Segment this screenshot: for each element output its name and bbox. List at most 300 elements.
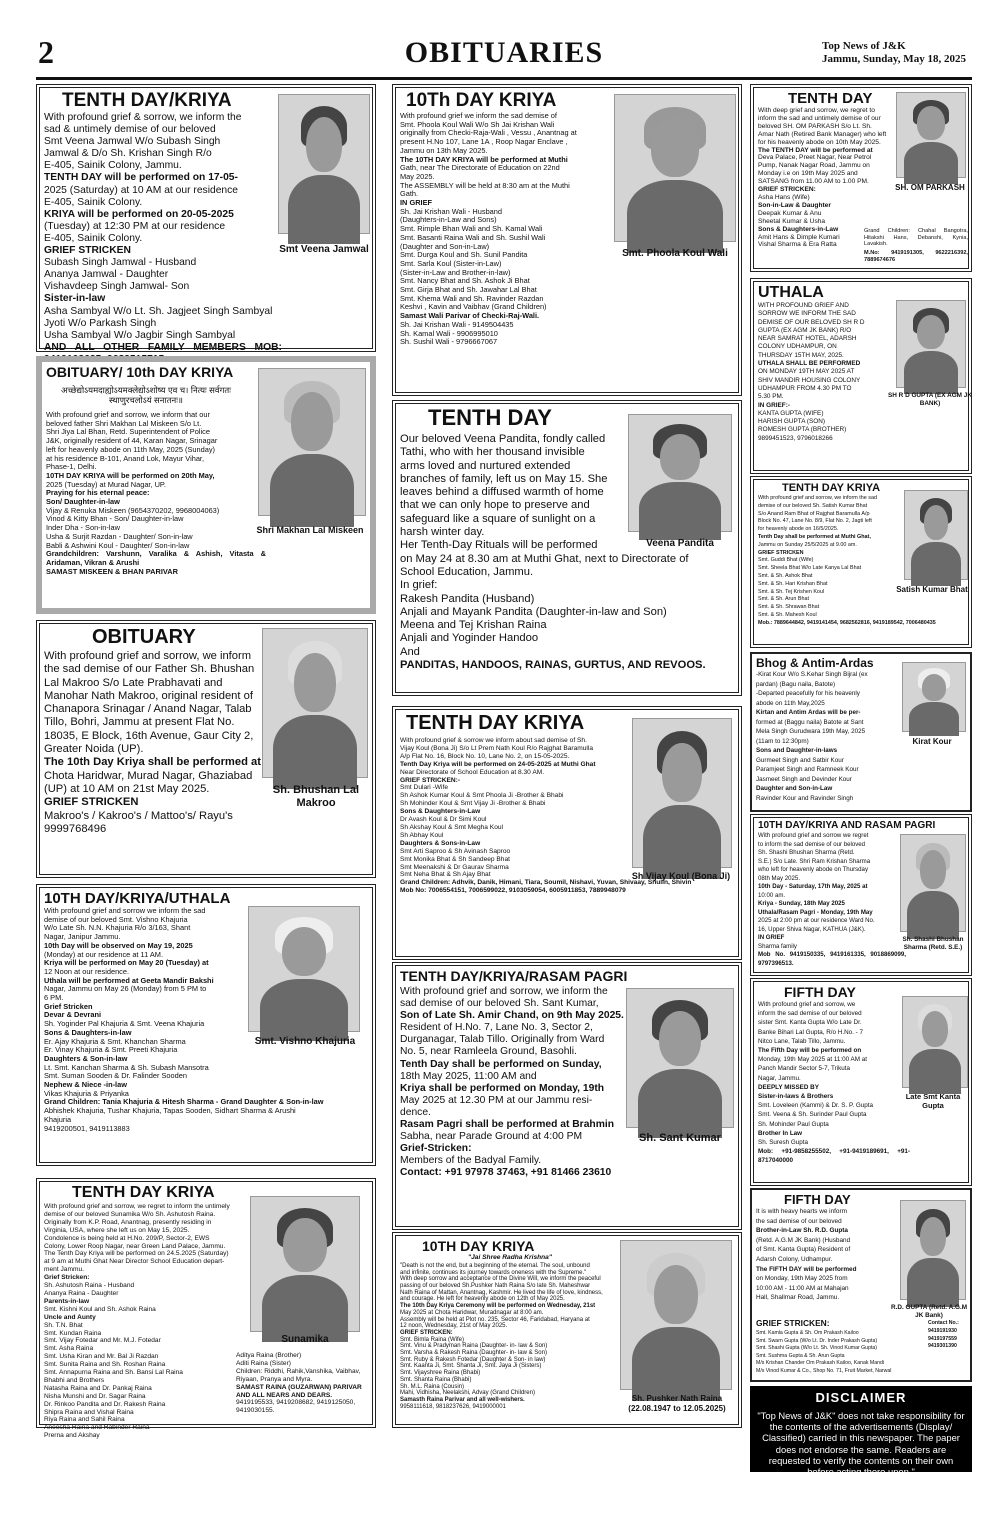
photo-caption: Sh Vijay Koul (Bona Ji) <box>631 871 731 881</box>
text-line: Phase-1, Delhi. <box>46 462 97 472</box>
text-line: Tenth Day shall be performed on Sunday, <box>400 1058 602 1070</box>
text-line: on May 24 at 8.30 am at Muthi Ghat, next to Directorate of <box>400 552 689 565</box>
ad-khajuria <box>36 884 376 1166</box>
photo-caption: Sunamika <box>281 1334 329 1345</box>
text-line: -Departed peacefully for his heavenly <box>756 690 860 697</box>
text-line: Sister-in-laws & Brothers <box>758 1093 834 1101</box>
ad-body <box>44 1203 244 1440</box>
text-line: Monday i.e on 19th May 2025 and <box>758 170 858 178</box>
text-line: The FIFTH DAY will be performed <box>756 1265 857 1273</box>
portrait-photo <box>900 834 966 932</box>
text-line: E-405, Sainik Colony, Jammu. <box>44 160 182 172</box>
text-line: Smt. Vinu & Pradyman Raina (Daughter- in- law & Son) <box>400 1343 548 1350</box>
ad-heading: FIFTH DAY <box>784 1192 851 1207</box>
ad-makroo <box>36 620 376 878</box>
ad-heading: 10TH DAY KRIYA <box>422 1238 535 1254</box>
text-line: 6 PM. <box>44 993 64 1003</box>
text-line: Samast Wali Parivar of Checki-Raj-Wali. <box>400 311 540 321</box>
text-line: May 2025 at Chota Haridwar, Muradnagar at 8:00 am. <box>400 1309 544 1316</box>
dateline: Jammu, Sunday, May 18, 2025 <box>822 53 966 65</box>
text-line: GRIEF STRICKEN <box>758 549 804 556</box>
text-line: Amar Nath (Retired Bank Manager) who left <box>758 130 887 138</box>
text-line: formed at (Baggu naila) Batote at Sant <box>756 718 864 726</box>
grief-heading: GRIEF STRICKEN: <box>756 1318 830 1328</box>
text-line: PANDITAS, HANDOOS, RAINAS, GURTUS, AND REVOOS. <box>400 659 706 672</box>
quote: "Jai Shree Radha Krishna" <box>468 1254 552 1261</box>
text-line: Greater Noida (UP). <box>44 743 144 756</box>
text-line: Sh. Sushil Wali - 9796667067 <box>400 337 498 347</box>
text-line: Smt. Durga Koul and Sh. Sunil Pandita <box>400 250 528 260</box>
text-line: 18035, E Block, 16th Avenue, Gaur City 2, <box>44 729 254 742</box>
text-line: Chota Haridwar, Murad Nagar, Ghaziabad <box>44 769 253 782</box>
text-line: Smt. Basanti Raina Wali and Sh. Sushil Wali <box>400 232 546 242</box>
sanskrit-verse: अच्छेद्योऽयमदाह्योऽयमक्लेद्योऽशोष्य एव च। नित्यः सर्वगतः स्थाणुरचलोऽयं सनातनः॥ <box>61 385 231 405</box>
text-line: COLONY UDHAMPUR, ON <box>758 343 837 351</box>
text-line: Sh. Shashi Bhushan Sharma (Retd. <box>758 849 855 856</box>
ad-body <box>756 670 898 803</box>
text-line: 9419301390 <box>928 1343 957 1350</box>
photo-caption: Veena Pandita <box>646 538 714 549</box>
text-line: Smt. Sarla Koul (Sister-in-Law) <box>400 258 502 268</box>
text-line: Smt. Swarn Gupta (W/o Lt. Dr. Inder Prakash Gupta) <box>756 1337 878 1344</box>
text-line: Smt. Nancy Bhat and Sh. Ashok Ji Bhat <box>400 276 530 286</box>
ad-body <box>400 986 632 1180</box>
ad-rdgupta <box>750 278 972 474</box>
text-line: Condolence is being held at H.No. 209/P, Sector-2, EWS <box>44 1234 210 1242</box>
text-line: SHIV MANDIR HOUSING COLONY <box>758 376 861 384</box>
text-line: Smt. Kundan Raina <box>44 1329 102 1337</box>
text-line: Smt. Kishni Koul and Sh. Ashok Raina <box>44 1305 156 1313</box>
text-line: pardan) (Bagu naila, Batote) <box>756 680 836 688</box>
text-line: Vikas Khajuria & Priyanka <box>44 1088 129 1098</box>
ad-body-right <box>236 1352 370 1415</box>
text-line: Smt. Khema Wali and Sh. Ravinder Razdan <box>400 293 544 303</box>
ad-vijay <box>392 706 742 960</box>
text-line: Riya Raina and Sahil Raina <box>44 1416 125 1424</box>
text-line: beloved SH. OM PARKASH S/o Lt. Sh. <box>758 122 872 130</box>
masthead-rule <box>36 77 972 80</box>
ad-pandita <box>392 400 742 696</box>
text-line: Paramjeet Singh and Ramneek Kour <box>756 766 859 773</box>
ad-heading: 10TH DAY/KRIYA AND RASAM PAGRI <box>758 820 936 831</box>
text-line: 9419030155. <box>236 1407 275 1415</box>
text-line: Uncle and Aunty <box>44 1313 96 1321</box>
text-line: 2025 (Tuesday) at Murad Nagar, UP. <box>46 479 166 489</box>
text-line: Gath. <box>400 189 419 199</box>
text-line: Khajuria <box>44 1114 72 1124</box>
text-line: Members of the Badyal Family. <box>400 1155 542 1167</box>
text-line: The 10TH DAY KRIYA will be performed at Muthi <box>400 154 568 164</box>
portrait-photo <box>900 1200 966 1300</box>
text-line: Jyoti W/o Parkash Singh <box>44 317 157 329</box>
text-line: Vijay Koul (Bona Ji) S/o Lt Prem Nath Koul R/o Rajghat Baramulla <box>400 744 594 752</box>
text-line: Smt. Loveleen (Kammi) & Dr. S. P. Gupta <box>758 1102 874 1110</box>
text-line: 16, Upper Shiva Nagar, KATHUA (J&K). <box>758 925 866 933</box>
text-line: the sad demise of our beloved <box>756 1217 842 1225</box>
text-line: Usha Sambyal W/o Jagbir Singh Sambyal <box>44 329 236 341</box>
text-line: With deep grief and sorrow, we regret to <box>758 107 875 114</box>
text-line: leaves behind a diffused warmth of home <box>400 486 604 499</box>
text-line: Smt. Phoola Koul Wali W/o Sh Jai Krishan Wali <box>400 119 555 129</box>
ad-heading: FIFTH DAY <box>784 984 856 1000</box>
text-line: Smt. Vijay Fotedar and Mr. M.J. Fotedar <box>44 1337 161 1345</box>
photo-caption: Smt Veena Jamwal <box>279 244 369 255</box>
text-line: Sh. M.L. Raina (Cousin) <box>400 1383 465 1390</box>
text-line: Kriya will be performed on May 20 (Tuesday) at <box>44 958 209 968</box>
text-line: With profound grief & sorrow we inform about sad demise of Sh. <box>400 737 587 744</box>
text-line: 9419197559 <box>928 1335 957 1342</box>
photo-caption: R.D. GUPTA (Retd. A.G.M JK Bank) <box>890 1304 968 1319</box>
text-line: present H.No 107, Lane 1A , Roop Nagar Enclave , <box>400 137 568 147</box>
text-line: Son of Late Sh. Amir Chand, on 9th May 2025. <box>400 1010 624 1022</box>
text-line: passing of our beloved Sh.Pushker Nath Raina S/o late Sh. Maheshwar <box>400 1283 591 1290</box>
text-line: Sh. Jai Krishan Wali - Husband <box>400 206 503 216</box>
text-line: Gurmeet Singh and Satbir Kour <box>756 756 844 764</box>
text-line: Smt. Asha Raina <box>44 1345 94 1353</box>
photo-caption: Smt. Phoola Koul Wali <box>622 248 728 259</box>
text-line: Her Tenth-Day Rituals will be performed <box>400 539 598 552</box>
text-line: Smt. Bimla Raina (Wife) <box>400 1336 465 1343</box>
section-title: OBITUARIES <box>404 36 604 69</box>
text-line: Daughter and Son-in-Law <box>756 785 833 792</box>
text-line: Tenth Day Kriya will be performed on 24-05-2025 at Muthi Ghat <box>400 760 596 768</box>
portrait-photo <box>628 414 732 532</box>
text-line: Sons & Daughters-in-Law <box>758 225 839 233</box>
text-line: Vijay & Renuka Miskeen (9654370202, 9968004063) <box>46 505 220 515</box>
photo-caption: Shri Makhan Lal Miskeen <box>256 525 364 535</box>
text-line: GRIEF STRICKEN: <box>400 1329 453 1336</box>
portrait-photo <box>262 628 368 778</box>
text-line: Near Directorate of School Education at 8.30 AM. <box>400 768 545 776</box>
text-line: demise of our beloved Smt. Vishno Khajuria <box>44 914 188 924</box>
ad-heading: OBITUARY <box>92 626 196 648</box>
text-line: With profound grief & sorrow, we inform the <box>44 112 242 123</box>
text-line: 10th Day will be observed on May 19, 2025 <box>44 940 193 950</box>
text-line: Kriya - Sunday, 18th May 2025 <box>758 900 845 907</box>
text-line: UTHALA SHALL BE PERFORMED <box>758 360 861 368</box>
text-line: 10TH DAY KRIYA will be performed on 20th May, <box>46 470 215 480</box>
text-line: The Tenth Day Kriya will be performed on 24.5.2025 (Saturday) <box>44 1250 229 1258</box>
ad-body <box>756 1207 904 1303</box>
text-line: Sh. Ashutosh Raina - Husband <box>44 1282 135 1290</box>
text-line: GRIEF STRICKEN <box>44 245 131 257</box>
contact-numbers <box>928 1328 972 1351</box>
text-line: Sh. Jai Krishan Wali - 9149504435 <box>400 319 514 329</box>
text-line: Contact: +91 97978 37463, +91 81466 23610 <box>400 1167 612 1179</box>
portrait-photo <box>632 718 732 868</box>
text-line: Babli & Ashwini Koul - Daughter/ Son-in-law <box>46 540 190 550</box>
portrait-photo <box>250 1196 360 1332</box>
text-line: (Monday) at our residence at 11 AM. <box>44 949 163 959</box>
text-line: Keshvi , Kavin and Vaibhav (Grand Children) <box>400 302 547 312</box>
ad-body <box>46 411 266 576</box>
text-line: Smt. & Sh. Ashok Bhat <box>758 572 813 579</box>
photo-caption: Sh. Bhushan Lal Makroo <box>272 784 360 809</box>
text-line: Chanapora Srinagar / Anand Nagar, Talab <box>44 703 252 716</box>
text-line: Amit Hans & Dimple Kumari <box>758 233 840 241</box>
text-line: With profound grief and sorrow, we inform the <box>400 986 608 997</box>
text-line: E-405, Sainik Colony. <box>44 232 143 244</box>
text-line: With profound grief and sorrow, we inform <box>44 650 252 662</box>
text-line: With profound grief and sorrow, we regret to inform the untimely <box>44 1203 230 1210</box>
text-line: Mob No: 7006554151, 7006599022, 9103059054, 6005911853, 7889948079 <box>400 887 626 895</box>
text-line: In grief: <box>400 579 438 592</box>
text-line: J&K, originally resident of 44, Karan Nagar, Srinagar <box>46 436 218 446</box>
text-line: 9419191930 <box>928 1328 957 1334</box>
text-line: Hall, Shallmar Road, Jammu. <box>756 1294 840 1302</box>
photo-caption: Late Smt Kanta Gupta <box>905 1092 961 1110</box>
text-line: Our beloved Veena Pandita, fondly called <box>400 433 606 445</box>
text-line: at 9 am at Muthi Ghat Near Director School Education depart- <box>44 1258 225 1266</box>
text-line: AND ALL NEARS AND DEARS. <box>236 1391 333 1399</box>
portrait-photo <box>278 94 370 234</box>
text-line: that we can only hope to preserve and <box>400 499 590 512</box>
text-line: Smt. Vijayshree Raina (Bhabi) <box>400 1370 481 1377</box>
text-line: Jammu on Sunday 25/5/2025 at 9.00 am. <box>758 541 857 548</box>
page-number: 2 <box>38 34 54 70</box>
mobile-numbers: M.No: 9419191305, 9622216392, 7889674676 <box>864 250 968 263</box>
text-line: IN GRIEF <box>400 198 433 208</box>
text-line: The 10th Day Kriya Ceremony will be performed on Wednesday, 21st <box>400 1303 596 1310</box>
ad-heading: TENTH DAY KRIYA <box>406 712 585 734</box>
text-line: Aditi Raina (Sister) <box>236 1359 291 1367</box>
text-line: May 2025. <box>400 171 435 181</box>
photo-caption: Sh. Sant Kumar <box>639 1132 721 1144</box>
text-line: IN GRIEF <box>758 934 785 941</box>
text-line: Nagar, Jammu. <box>758 1074 801 1082</box>
text-line: sister Smt. Kanta Gupta W/o Late Dr. <box>758 1019 862 1027</box>
ad-heading: 10Th DAY KRIYA <box>406 90 557 111</box>
text-line: Smt. Sunita Raina and Sh. Roshan Raina <box>44 1361 166 1369</box>
text-line: KANTA GUPTA (WIFE) <box>758 409 824 417</box>
text-line: The 10th Day Kriya shall be performed at <box>44 756 261 769</box>
ad-sunamika <box>36 1178 376 1440</box>
text-line: With profound grief and sorrow, we <box>758 1001 856 1008</box>
grief-list <box>756 1330 928 1376</box>
ad-santkumar <box>392 962 742 1230</box>
text-line: Lal Makroo S/o Late Prabhavati and <box>44 676 223 689</box>
photo-caption: SH R D GUPTA (EX AGM JK BANK) <box>888 392 972 407</box>
text-line: originally from Checki-Raja-Wali , Vessu , Anantnag at <box>400 128 577 138</box>
ad-shashi <box>750 814 972 976</box>
text-line: Usha & Surjit Razdan - Daughter/ Son-in-law <box>46 531 193 541</box>
text-line: Panch Mandir Sector 5-7, Trikuta <box>758 1065 851 1073</box>
text-line: Vishal Sharma & Era Ratta <box>758 241 837 249</box>
text-line: DEMISE OF OUR BELOVED SH R D <box>758 318 865 326</box>
text-line: Sh Mohinder Koul & Smt Vijay Ji -Brother & Bhabi <box>400 800 546 808</box>
ad-heading: TENTH DAY/KRIYA/RASAM PAGRI <box>400 968 628 984</box>
text-line: (11am to 12:30pm) <box>756 737 809 745</box>
portrait-photo <box>904 490 968 580</box>
ad-heading: TENTH DAY <box>788 90 873 107</box>
text-line: Ananya Jamwal - Daughter <box>44 269 169 281</box>
text-line: Makroo's / Kakroo's / Mattoo's/ Rayu's <box>44 809 233 822</box>
text-line: Smt. & Sh. Hari Krishan Bhat <box>758 580 828 587</box>
text-line: With profound grief and sorrow we regret <box>758 832 869 839</box>
text-line: A/p Flat No. 16, Block No. 10, Lane No. 2, on 15-05-2025. <box>400 752 570 760</box>
text-line: DEEPLY MISSED BY <box>758 1083 819 1091</box>
text-line: UDHAMPUR FROM 4.30 PM TO <box>758 384 852 392</box>
ad-phoola <box>392 84 742 396</box>
text-line: demise of our beloved Sunamika W/o Sh. Ashutosh Raina. <box>44 1210 216 1218</box>
text-line: Smt. Sheela Bhat W/o Late Kanya Lal Bhat <box>758 565 862 572</box>
text-line: inform the sad demise of our beloved <box>758 1010 862 1018</box>
text-line: With profound grief and sorrow we inform the sad <box>44 906 206 915</box>
text-line: Kirtan and Antim Ardas will be per- <box>756 709 861 716</box>
ad-miskeen <box>36 356 376 614</box>
text-line: on Monday, 19th May 2025 from <box>756 1275 848 1283</box>
text-line: Banke Bihari Lal Gupta, R/o H.No. - 7 <box>758 1028 863 1036</box>
portrait-photo <box>258 368 366 516</box>
text-line: Ananya Raina - Daughter <box>44 1289 119 1297</box>
disclaimer-box <box>750 1386 972 1478</box>
ad-body <box>400 112 616 347</box>
text-line: demise of our beloved Sh. Satish Kumar Bhat <box>758 502 868 509</box>
text-line: Samasth Raina Parivar and all well-wishers. <box>400 1396 525 1403</box>
text-line: -Kirat Kour W/o S.Kehar Singh Bijral (ex <box>756 671 868 678</box>
text-line: Anjali and Mayank Pandita (Daughter-in-law and Son) <box>400 605 667 618</box>
text-line: THURSDAY 15TH MAY, 2025. <box>758 351 844 359</box>
text-line: Praying for his eternal peace: <box>46 488 150 498</box>
text-line: 12 noon, Wednesday, 21st of May 2025. <box>400 1323 508 1330</box>
text-line: IN GRIEF:- <box>758 401 790 409</box>
text-line: 10:00 AM - 11:00 AM at Mahajan <box>756 1284 849 1292</box>
text-line: Mob.: 7889644842, 9419141454, 9682562816, 9419189542, 7006480435 <box>758 619 936 626</box>
ad-heading: TENTH DAY KRIYA <box>782 482 881 494</box>
text-line: Nagar, Jammu on May 26 (Monday) from 5 PM to <box>44 984 207 994</box>
text-line: Sh. Mohinder Paul Gupta <box>758 1120 829 1128</box>
text-line: Smt. Guddi Bhat (Wife) <box>758 557 814 564</box>
text-line: abode on 11th May,2025 <box>756 699 825 707</box>
text-line: Sabha, near Parade Ground at 4:00 PM <box>400 1131 583 1143</box>
text-line: Shipra Raina and Vishal Raina <box>44 1408 134 1416</box>
text-line: Smt. & Sh. Shrawan Bhat <box>758 604 820 611</box>
portrait-photo <box>902 662 966 732</box>
text-line: KRIYA will be performed on 20-05-2025 <box>44 208 234 220</box>
text-line: Smt. Girja Bhat and Sh. Jawahar Lal Bhat <box>400 285 537 295</box>
text-line: Smt Dulari -Wife <box>400 784 448 792</box>
text-line: Grand Children: Adhvik, Danik, Himani, Tiara, Soumil, Nishavi, Yuvan, Shivaay, Shulin, Shivin <box>400 879 692 887</box>
text-line: AND ALL OTHER FAMILY MEMBERS MOB: <box>44 341 282 353</box>
ad-body <box>758 302 896 443</box>
text-line: 9419195533, 9419208682, 9419125050, <box>236 1399 356 1407</box>
text-line: Parents-in-law <box>44 1297 90 1305</box>
text-line: Smt. Veena & Sh. Surinder Paul Gupta <box>758 1111 867 1119</box>
text-line: Sister-in-law <box>44 293 106 305</box>
portrait-photo <box>896 92 966 178</box>
text-line: Monday, 19th May 2025 at 11:00 AM at <box>758 1056 867 1064</box>
text-line: Vinod & Kitty Bhan - Son/ Daughter-in-law <box>46 514 184 524</box>
text-line: Shri Jiya Lal Bhan, Retd. Superintendent of Police <box>46 427 210 437</box>
text-line: WITH PROFOUND GRIEF AND <box>758 302 849 309</box>
text-line: Virginia, USA, where she left us on May 15, 2025. <box>44 1226 190 1234</box>
text-line: harsh winter day. <box>400 526 485 539</box>
photo-caption: SH. OM PARKASH <box>895 183 965 192</box>
text-line: Deva Palace, Preet Nagar, Near Petrol <box>758 154 872 162</box>
text-line: Sh. Yoginder Pal Khajuria & Smt. Veena Khajuria <box>44 1019 205 1029</box>
text-line: Ravinder Kour and Ravinder Singh <box>756 794 854 802</box>
ad-fifthday-rd <box>750 1188 972 1382</box>
ad-kirat <box>750 652 972 812</box>
photo-caption: Satish Kumar Bhat <box>896 585 968 594</box>
text-line: With deep sorrow and acceptance of the Divine Will, we inform the peaceful <box>400 1276 601 1283</box>
text-line: Uthala/Rasam Pagri - Monday, 19th May <box>758 908 873 916</box>
text-line: for his heavenly abode on 10th May 2025. <box>758 138 881 146</box>
text-line: ROMESH GUPTA (BROTHER) <box>758 426 847 434</box>
text-line: Inder Dha - Son-in-law <box>46 523 120 533</box>
text-line: GRIEF STRICKEN:- <box>400 776 461 784</box>
text-line: Abhishek Khajuria, Tushar Khajuria, Tapas Sooden, Sidhart Sharma & Arushi <box>44 1106 296 1116</box>
ad-heading: TENTH DAY/KRIYA <box>62 90 232 111</box>
portrait-photo <box>620 1240 732 1390</box>
text-line: Dr. Rinkoo Pandita and Dr. Rakesh Raina <box>44 1400 166 1408</box>
text-line: 9419200501, 9419113883 <box>44 1123 130 1133</box>
text-line: Originally from K.P. Road, Anantnag, presently residing in <box>44 1218 212 1226</box>
text-line: 10th Day - Saturday, 17th May, 2025 at <box>758 883 868 890</box>
text-line: Kriya shall be performed on Monday, 19th <box>400 1082 605 1094</box>
text-line: School Education, Jammu. <box>400 565 534 578</box>
text-line: The ASSEMBLY will be held at 8:30 am at the Muthi <box>400 180 570 190</box>
text-line: Smt Arti Saproo & Sh Avinash Saproo <box>400 847 511 855</box>
text-line: 9999768496 <box>44 822 107 835</box>
text-line: SAMAST RAINA (GUZARWAN) PARIVAR <box>236 1383 362 1391</box>
text-line: It is with heavy hearts we inform <box>756 1208 847 1215</box>
text-line: Devar & Devrani <box>44 1010 102 1020</box>
text-line: Block No. 47, Lane No. 8/9, Flat No. 2, Jagti left <box>758 518 872 525</box>
text-line: Er. Ajay Khajuria & Smt. Khanchan Sharma <box>44 1036 186 1046</box>
ad-heading: UTHALA <box>758 284 824 301</box>
text-line: Tathi, who with her thousand invisible <box>400 446 585 459</box>
text-line: (Daughter and Son-in-Law) <box>400 241 490 251</box>
contact-label: Contact No.: <box>928 1320 959 1326</box>
text-line: Sh. T.N. Bhat <box>44 1321 83 1329</box>
text-line: Smt. Rimple Bhan Wali and Sh. Kamal Wali <box>400 224 543 234</box>
portrait-photo <box>902 996 968 1088</box>
text-line: Sh. Kamal Wali - 9906995010 <box>400 328 498 338</box>
ad-heading: OBITUARY/ 10th DAY KRIYA <box>46 364 234 380</box>
text-line: Jasmeet Singh and Devinder Kour <box>756 775 852 783</box>
ad-heading: Bhog & Antim-Ardas <box>756 656 874 670</box>
text-line: Grandchildren: Varshunn, Varalika & Ashish, Vitasta & Aridaman, Vikran & Arushi <box>46 549 266 567</box>
text-line: Asha Hans (Wife) <box>758 193 810 201</box>
photo-caption: Kirat Kour <box>912 737 952 746</box>
text-line: SAMAST MISKEEN & BHAN PARIVAR <box>46 566 178 576</box>
text-line: Brother In Law <box>758 1129 803 1137</box>
text-line: Pump, Nanak Nagar Road, Jammu on <box>758 162 870 170</box>
text-line: 9958111618, 9818237626, 9419000001 <box>400 1403 506 1410</box>
text-line: Sh Abhay Koul <box>400 831 444 839</box>
text-line: Vishavdeep Singh Jamwal- Son <box>44 281 190 293</box>
text-line: Meena and Tej Krishan Raina <box>400 619 547 632</box>
text-line: Subash Singh Jamwal - Husband <box>44 257 197 269</box>
text-line: ment Jammu. <box>44 1266 84 1274</box>
text-line: Grief-Stricken: <box>400 1143 472 1155</box>
text-line: Jammu on 13th May 2025. <box>400 145 488 155</box>
ad-body <box>44 650 266 836</box>
text-line: Sons and Daughter-in-laws <box>756 747 838 754</box>
text-line: (Sister-in-Law and Brother-in-law) <box>400 267 511 277</box>
text-line: The Fifth Day will be performed on <box>758 1047 862 1055</box>
text-line: branches of family, left us on May 15. She <box>400 472 608 485</box>
text-line: Aneesha Raina and Rabinder Raina <box>44 1424 150 1432</box>
text-line: Smt. & Sh. Tej Krishen Koul <box>758 588 825 595</box>
text-line: Assembly will be held at Plot no. 235, Sector 46, Faridabad, Haryana at <box>400 1316 590 1323</box>
text-line: GUPTA (EX AGM JK BANK) R/O <box>758 326 852 334</box>
text-line: sad & untimely demise of our beloved <box>44 124 216 136</box>
grandchildren: Grand Children: Chahal Bangotra, Hitakshi Hans, Debanshi, Kynia, Lavakish. <box>864 228 968 248</box>
text-line: Dr Avash Koul & Dr Simi Koul <box>400 816 487 824</box>
text-line: Smt. Kamla Gupta & Sh. Om Prakash Kailoo <box>756 1330 859 1336</box>
